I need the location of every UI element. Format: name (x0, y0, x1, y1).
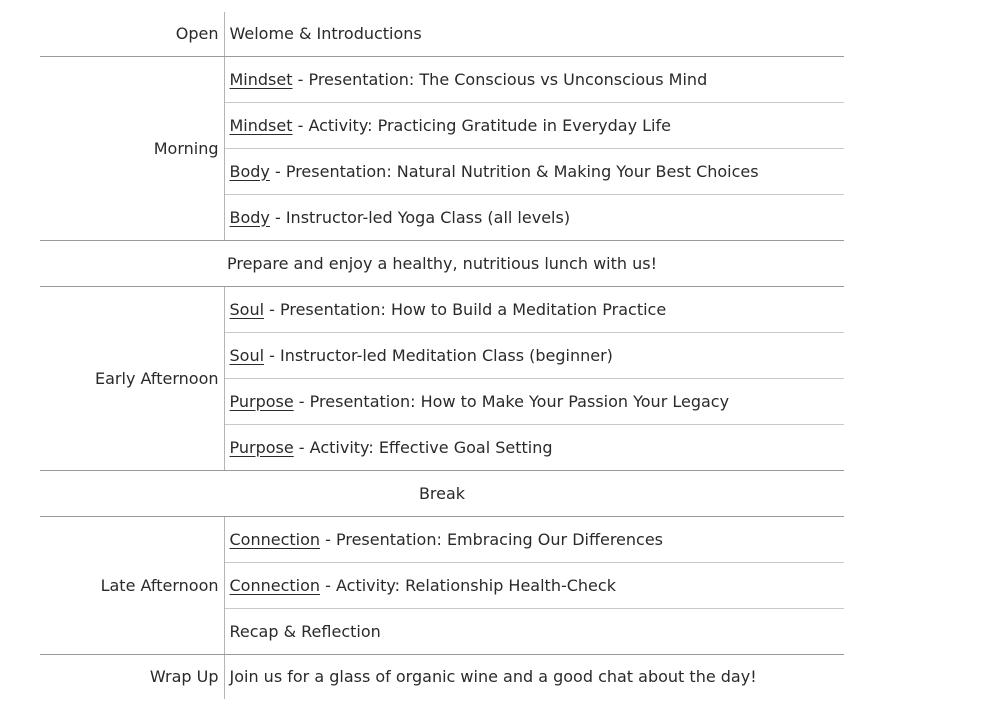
lunch-text: Prepare and enjoy a healthy, nutritious lunch with us! (40, 240, 844, 286)
item-desc: Recap & Reflection (229, 621, 381, 641)
early-afternoon-item (224, 378, 844, 424)
item-desc: - Presentation: The Conscious vs Unconscious Mind (292, 69, 708, 89)
early-afternoon-item (224, 424, 844, 470)
topic-connection: Connection (229, 529, 321, 549)
open-text: Welome & Introductions (224, 12, 844, 56)
item-desc: - Presentation: How to Build a Meditation Practice (264, 299, 667, 319)
morning-item-row (40, 56, 844, 102)
late-afternoon-item (224, 516, 844, 562)
late-afternoon-label: Late Afternoon (40, 516, 224, 654)
lunch-row (40, 240, 844, 286)
early-afternoon-label: Early Afternoon (40, 286, 224, 470)
item-desc: - Presentation: Natural Nutrition & Making Your Best Choices (269, 161, 759, 181)
topic-purpose: Purpose (229, 391, 294, 411)
wrap-up-row (40, 654, 844, 699)
topic-mindset: Mindset (229, 69, 293, 89)
morning-item (224, 56, 844, 102)
topic-connection: Connection (229, 575, 321, 595)
item-desc: - Instructor-led Meditation Class (beginner) (264, 345, 613, 365)
break-row (40, 470, 844, 516)
late-afternoon-item (224, 608, 844, 654)
wrap-up-text: Join us for a glass of organic wine and a good chat about the day! (229, 667, 757, 687)
open-row (40, 12, 844, 56)
morning-label: Morning (40, 56, 224, 240)
late-afternoon-item (224, 562, 844, 608)
schedule-table (40, 12, 844, 699)
morning-item (224, 194, 844, 240)
early-afternoon-item (224, 332, 844, 378)
open-label: Open (40, 12, 224, 56)
item-desc: - Instructor-led Yoga Class (all levels) (269, 207, 571, 227)
topic-soul: Soul (229, 345, 265, 365)
late-afternoon-item-row (40, 516, 844, 562)
item-desc: - Presentation: How to Make Your Passion Your Legacy (293, 391, 730, 411)
item-desc: - Activity: Relationship Health-Check (320, 575, 616, 595)
wrap-up-label: Wrap Up (40, 654, 224, 699)
morning-item (224, 148, 844, 194)
item-desc: - Activity: Effective Goal Setting (293, 437, 553, 457)
topic-purpose: Purpose (229, 437, 294, 457)
break-text: Break (40, 470, 844, 516)
item-desc: - Activity: Practicing Gratitude in Everyday Life (292, 115, 671, 135)
topic-soul: Soul (229, 299, 265, 319)
topic-mindset: Mindset (229, 115, 293, 135)
item-desc: - Presentation: Embracing Our Differences (320, 529, 664, 549)
early-afternoon-item (224, 286, 844, 332)
morning-item (224, 102, 844, 148)
topic-body: Body (229, 207, 270, 227)
topic-body: Body (229, 161, 270, 181)
early-afternoon-item-row (40, 286, 844, 332)
